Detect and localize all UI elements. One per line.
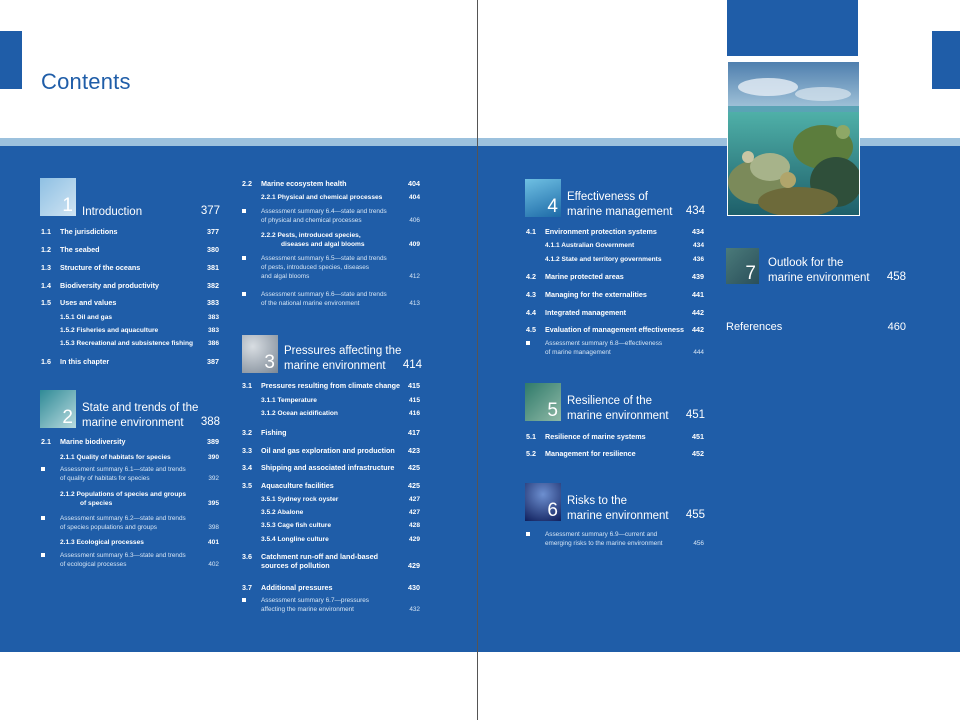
toc-entry-page: 434 bbox=[692, 227, 704, 236]
references-label: References bbox=[726, 321, 783, 333]
toc-entry[interactable] bbox=[526, 530, 704, 548]
chapter-6-title: Risks to the marine environment bbox=[567, 495, 669, 522]
toc-entry-page: 429 bbox=[408, 561, 420, 570]
chapter-7-heading[interactable] bbox=[726, 248, 906, 288]
toc-entry-page: 383 bbox=[207, 327, 219, 334]
toc-entry-title: Assessment summary 6.8—effectiveness of marine management bbox=[545, 340, 663, 356]
toc-entry-title: Marine biodiversity bbox=[60, 437, 126, 446]
toc-entry[interactable] bbox=[41, 453, 219, 462]
toc-entry-page: 412 bbox=[409, 273, 420, 280]
chapter-5-thumbnail: 5 bbox=[525, 383, 561, 421]
toc-entry-page: 398 bbox=[208, 524, 219, 531]
chapter-5-title: Resilience of the marine environment bbox=[567, 395, 669, 422]
toc-entry[interactable] bbox=[526, 339, 704, 357]
toc-entry[interactable] bbox=[41, 298, 219, 307]
toc-entry[interactable] bbox=[41, 465, 219, 483]
chapter-2-heading[interactable] bbox=[40, 390, 220, 430]
toc-entry-page: 428 bbox=[408, 522, 420, 529]
chapter-4-thumbnail: 4 bbox=[525, 179, 561, 217]
toc-entry-title: Marine protected areas bbox=[545, 272, 624, 281]
toc-entry-number: 4.4 bbox=[526, 308, 536, 317]
chapter-3-heading[interactable] bbox=[242, 335, 422, 375]
toc-entry-title: Uses and values bbox=[60, 298, 117, 307]
toc-entry-number: 1.4 bbox=[41, 281, 51, 290]
toc-entry-title: 1.5.3 Recreational and subsistence fishing bbox=[60, 340, 194, 347]
chapter-1-heading[interactable] bbox=[40, 178, 220, 218]
toc-entry[interactable] bbox=[526, 255, 704, 264]
toc-entry-page: 415 bbox=[408, 381, 420, 390]
toc-entry[interactable] bbox=[41, 227, 219, 236]
chapter-1-thumbnail: 1 bbox=[40, 178, 76, 216]
toc-entry-page: 427 bbox=[408, 509, 420, 516]
bullet-icon bbox=[41, 553, 45, 557]
toc-entry-number: 3.5 bbox=[242, 481, 252, 490]
toc-entry[interactable] bbox=[242, 409, 420, 418]
toc-entry-number: 4.2 bbox=[526, 272, 536, 281]
toc-entry-title: Managing for the externalities bbox=[545, 290, 647, 299]
toc-entry-page: 439 bbox=[692, 272, 704, 281]
toc-entry[interactable] bbox=[41, 490, 219, 508]
toc-entry[interactable] bbox=[526, 290, 704, 299]
toc-entry-title: Oil and gas exploration and production bbox=[261, 446, 395, 455]
toc-entry-number: 3.1 bbox=[242, 381, 252, 390]
references-entry[interactable] bbox=[726, 321, 906, 335]
toc-entry-page: 430 bbox=[408, 583, 420, 592]
chapter-4-page: 434 bbox=[685, 205, 705, 217]
toc-entry-page: 427 bbox=[408, 496, 420, 503]
coral-reef-photo bbox=[727, 61, 860, 216]
toc-entry-page: 392 bbox=[208, 475, 219, 482]
toc-entry-number: 5.2 bbox=[526, 449, 536, 458]
toc-entry-title: Marine ecosystem health bbox=[261, 179, 347, 188]
bullet-icon bbox=[242, 598, 246, 602]
toc-entry[interactable] bbox=[242, 207, 420, 225]
toc-entry-number: 1.3 bbox=[41, 263, 51, 272]
toc-entry-title: Additional pressures bbox=[261, 583, 333, 592]
toc-entry[interactable] bbox=[242, 179, 420, 188]
chapter-7-thumbnail: 7 bbox=[726, 248, 759, 284]
toc-entry-page: 401 bbox=[207, 539, 219, 546]
toc-entry-title: 2.2.1 Physical and chemical processes bbox=[261, 194, 383, 201]
toc-entry-title: The jurisdictions bbox=[60, 227, 118, 236]
toc-entry-title: The seabed bbox=[60, 245, 100, 254]
toc-entry-title: 4.1.2 State and territory governments bbox=[545, 256, 662, 263]
toc-entry-title: 3.5.3 Cage fish culture bbox=[261, 522, 331, 529]
toc-entry-page: 441 bbox=[692, 290, 704, 299]
toc-entry-page: 442 bbox=[692, 325, 704, 334]
toc-entry-page: 425 bbox=[408, 481, 420, 490]
toc-entry-page: 390 bbox=[207, 454, 219, 461]
toc-entry-page: 406 bbox=[409, 217, 420, 224]
toc-entry[interactable] bbox=[242, 521, 420, 530]
toc-entry[interactable] bbox=[41, 326, 219, 335]
toc-entry-page: 383 bbox=[207, 314, 219, 321]
bullet-icon bbox=[242, 209, 246, 213]
toc-entry-title: 3.1.2 Ocean acidification bbox=[261, 410, 338, 417]
toc-entry-number: 3.2 bbox=[242, 428, 252, 437]
toc-entry[interactable] bbox=[526, 432, 704, 441]
chapter-4-heading[interactable] bbox=[525, 179, 705, 219]
toc-entry-title: Management for resilience bbox=[545, 449, 636, 458]
chapter-3-thumbnail: 3 bbox=[242, 335, 278, 373]
chapter-5-heading[interactable] bbox=[525, 383, 705, 423]
toc-entry-title: 2.1.2 Populations of species and groups of species bbox=[60, 491, 187, 507]
toc-entry[interactable] bbox=[242, 381, 420, 390]
toc-entry-page: 413 bbox=[409, 300, 420, 307]
chapter-3-page: 414 bbox=[402, 359, 422, 371]
toc-entry-title: Shipping and associated infrastructure bbox=[261, 463, 395, 472]
right-edge-tab bbox=[932, 31, 960, 89]
toc-entry-page: 377 bbox=[207, 227, 219, 236]
toc-entry-title: 2.1.3 Ecological processes bbox=[60, 539, 144, 546]
toc-entry-title: Catchment run-off and land-based sources of pollution bbox=[261, 552, 379, 570]
bullet-icon bbox=[41, 467, 45, 471]
toc-entry[interactable] bbox=[41, 313, 219, 322]
toc-entry[interactable] bbox=[242, 583, 420, 592]
toc-entry-page: 383 bbox=[207, 298, 219, 307]
bullet-icon bbox=[526, 341, 530, 345]
toc-entry-page: 389 bbox=[207, 437, 219, 446]
toc-entry-title: Assessment summary 6.2—state and trends of species populations and groups bbox=[60, 515, 186, 531]
toc-entry-number: 3.4 bbox=[242, 463, 252, 472]
toc-entry[interactable] bbox=[242, 231, 420, 249]
toc-entry-title: 3.5.4 Longline culture bbox=[261, 536, 329, 543]
toc-entry-page: 456 bbox=[693, 540, 704, 547]
toc-entry[interactable] bbox=[41, 551, 219, 569]
toc-entry-number: 1.6 bbox=[41, 357, 51, 366]
toc-entry[interactable] bbox=[41, 514, 219, 532]
toc-entry-title: Assessment summary 6.1—state and trends of quality of habitats for species bbox=[60, 466, 186, 482]
toc-entry-title: Biodiversity and productivity bbox=[60, 281, 160, 290]
left-edge-tab bbox=[0, 31, 22, 89]
toc-entry[interactable] bbox=[41, 538, 219, 547]
toc-entry-title: Environment protection systems bbox=[545, 227, 657, 236]
toc-entry[interactable] bbox=[526, 449, 704, 458]
toc-entry-title: 1.5.1 Oil and gas bbox=[60, 314, 113, 321]
toc-entry[interactable] bbox=[242, 508, 420, 517]
toc-entry-page: 429 bbox=[408, 536, 420, 543]
toc-entry-page: 381 bbox=[207, 263, 219, 272]
toc-entry-page: 416 bbox=[408, 410, 420, 417]
toc-entry-page: 451 bbox=[692, 432, 704, 441]
bullet-icon bbox=[41, 516, 45, 520]
chapter-6-page: 455 bbox=[685, 509, 705, 521]
toc-entry-title: Assessment summary 6.6—state and trends of the national marine environment bbox=[261, 291, 387, 307]
chapter-2-title: State and trends of the marine environment bbox=[82, 402, 199, 429]
chapter-7-page: 458 bbox=[886, 271, 906, 283]
chapter-2-page: 388 bbox=[200, 416, 220, 428]
toc-entry-page: 404 bbox=[408, 194, 420, 201]
toc-entry[interactable] bbox=[242, 193, 420, 202]
toc-entry-number: 2.2 bbox=[242, 179, 252, 188]
toc-entry-title: Aquaculture facilities bbox=[261, 481, 334, 490]
toc-entry-title: Assessment summary 6.4—state and trends of physical and chemical processes bbox=[261, 208, 387, 224]
page-title: Contents bbox=[41, 69, 131, 94]
top-photo-header-block bbox=[727, 0, 858, 56]
toc-entry[interactable] bbox=[41, 245, 219, 254]
toc-entry-title: 3.5.2 Abalone bbox=[261, 509, 304, 516]
chapter-6-heading[interactable] bbox=[525, 483, 705, 523]
toc-entry-page: 434 bbox=[692, 242, 704, 249]
toc-entry-number: 3.3 bbox=[242, 446, 252, 455]
toc-entry-number: 3.6 bbox=[242, 552, 252, 561]
toc-entry[interactable] bbox=[526, 308, 704, 317]
bullet-icon bbox=[242, 256, 246, 260]
references-page: 460 bbox=[887, 321, 906, 333]
toc-entry-title: 3.1.1 Temperature bbox=[261, 397, 317, 404]
chapter-5-page: 451 bbox=[685, 409, 705, 421]
toc-entry-title: 4.1.1 Australian Government bbox=[545, 242, 635, 249]
toc-entry-number: 1.2 bbox=[41, 245, 51, 254]
toc-entry-title: 2.2.2 Pests, introduced species, diseases and algal blooms bbox=[261, 232, 365, 248]
toc-entry[interactable] bbox=[41, 357, 219, 366]
toc-entry-number: 1.5 bbox=[41, 298, 51, 307]
toc-entry-page: 402 bbox=[208, 561, 219, 568]
toc-entry-title: Assessment summary 6.3—state and trends of ecological processes bbox=[60, 552, 186, 568]
toc-entry[interactable] bbox=[526, 227, 704, 236]
toc-entry[interactable] bbox=[41, 437, 219, 446]
toc-entry-page: 395 bbox=[207, 500, 219, 507]
chapter-1-title: Introduction bbox=[82, 206, 143, 218]
toc-entry[interactable] bbox=[41, 281, 219, 290]
toc-entry-title: Evaluation of management effectiveness bbox=[545, 325, 685, 334]
toc-entry-page: 386 bbox=[207, 340, 219, 347]
bullet-icon bbox=[526, 532, 530, 536]
toc-entry-title: In this chapter bbox=[60, 357, 110, 366]
toc-entry[interactable] bbox=[242, 446, 420, 455]
toc-entry-title: 3.5.1 Sydney rock oyster bbox=[261, 496, 339, 503]
toc-entry-title: Assessment summary 6.7—pressures affecting the marine environment bbox=[261, 597, 369, 613]
toc-entry[interactable] bbox=[526, 325, 704, 334]
toc-entry-page: 404 bbox=[408, 179, 420, 188]
toc-entry-number: 3.7 bbox=[242, 583, 252, 592]
toc-entry[interactable] bbox=[242, 463, 420, 472]
chapter-4-title: Effectiveness of marine management bbox=[567, 191, 673, 218]
chapter-6-thumbnail: 6 bbox=[525, 483, 561, 521]
chapter-2-thumbnail: 2 bbox=[40, 390, 76, 428]
chapter-3-title: Pressures affecting the marine environment bbox=[284, 345, 402, 372]
toc-entry-page: 432 bbox=[409, 606, 420, 613]
toc-entry-number: 2.1 bbox=[41, 437, 51, 446]
toc-entry[interactable] bbox=[526, 241, 704, 250]
toc-entry[interactable] bbox=[526, 272, 704, 281]
toc-entry-page: 415 bbox=[408, 397, 420, 404]
toc-entry-page: 436 bbox=[692, 256, 704, 263]
toc-entry-number: 4.5 bbox=[526, 325, 536, 334]
toc-entry-title: Assessment summary 6.5—state and trends of pests, introduced species, diseases and algal blooms bbox=[261, 255, 387, 280]
toc-entry[interactable] bbox=[242, 596, 420, 614]
toc-entry-title: Fishing bbox=[261, 428, 287, 437]
toc-entry-title: 2.1.1 Quality of habitats for species bbox=[60, 454, 171, 461]
toc-entry-title: Integrated management bbox=[545, 308, 627, 317]
bullet-icon bbox=[242, 292, 246, 296]
toc-entry-title: Resilience of marine systems bbox=[545, 432, 646, 441]
toc-entry-page: 444 bbox=[693, 349, 704, 356]
toc-entry[interactable] bbox=[41, 339, 219, 348]
toc-entry-title: Pressures resulting from climate change bbox=[261, 381, 401, 390]
toc-entry-number: 4.3 bbox=[526, 290, 536, 299]
toc-entry[interactable] bbox=[242, 481, 420, 490]
toc-entry[interactable] bbox=[242, 428, 420, 437]
page-spine bbox=[477, 0, 478, 720]
toc-entry-title: Structure of the oceans bbox=[60, 263, 141, 272]
toc-entry[interactable] bbox=[242, 535, 420, 544]
toc-entry-page: 442 bbox=[692, 308, 704, 317]
toc-entry-page: 382 bbox=[207, 281, 219, 290]
toc-entry[interactable] bbox=[242, 396, 420, 405]
toc-entry-title: Assessment summary 6.9—current and emerging risks to the marine environment bbox=[545, 531, 663, 547]
chapter-1-page: 377 bbox=[200, 205, 220, 217]
toc-entry-page: 425 bbox=[408, 463, 420, 472]
toc-entry-page: 417 bbox=[408, 428, 420, 437]
toc-entry-page: 423 bbox=[408, 446, 420, 455]
toc-entry-page: 409 bbox=[408, 241, 420, 248]
toc-entry[interactable] bbox=[242, 495, 420, 504]
toc-entry-page: 380 bbox=[207, 245, 219, 254]
toc-entry-title: 1.5.2 Fisheries and aquaculture bbox=[60, 327, 159, 334]
toc-entry[interactable] bbox=[242, 552, 420, 570]
toc-entry[interactable] bbox=[41, 263, 219, 272]
toc-entry[interactable] bbox=[242, 290, 420, 308]
toc-entry[interactable] bbox=[242, 254, 420, 281]
toc-entry-number: 4.1 bbox=[526, 227, 536, 236]
chapter-7-title: Outlook for the marine environment bbox=[768, 257, 870, 284]
toc-entry-number: 1.1 bbox=[41, 227, 51, 236]
toc-entry-number: 5.1 bbox=[526, 432, 536, 441]
toc-entry-page: 387 bbox=[207, 357, 219, 366]
toc-entry-page: 452 bbox=[692, 449, 704, 458]
